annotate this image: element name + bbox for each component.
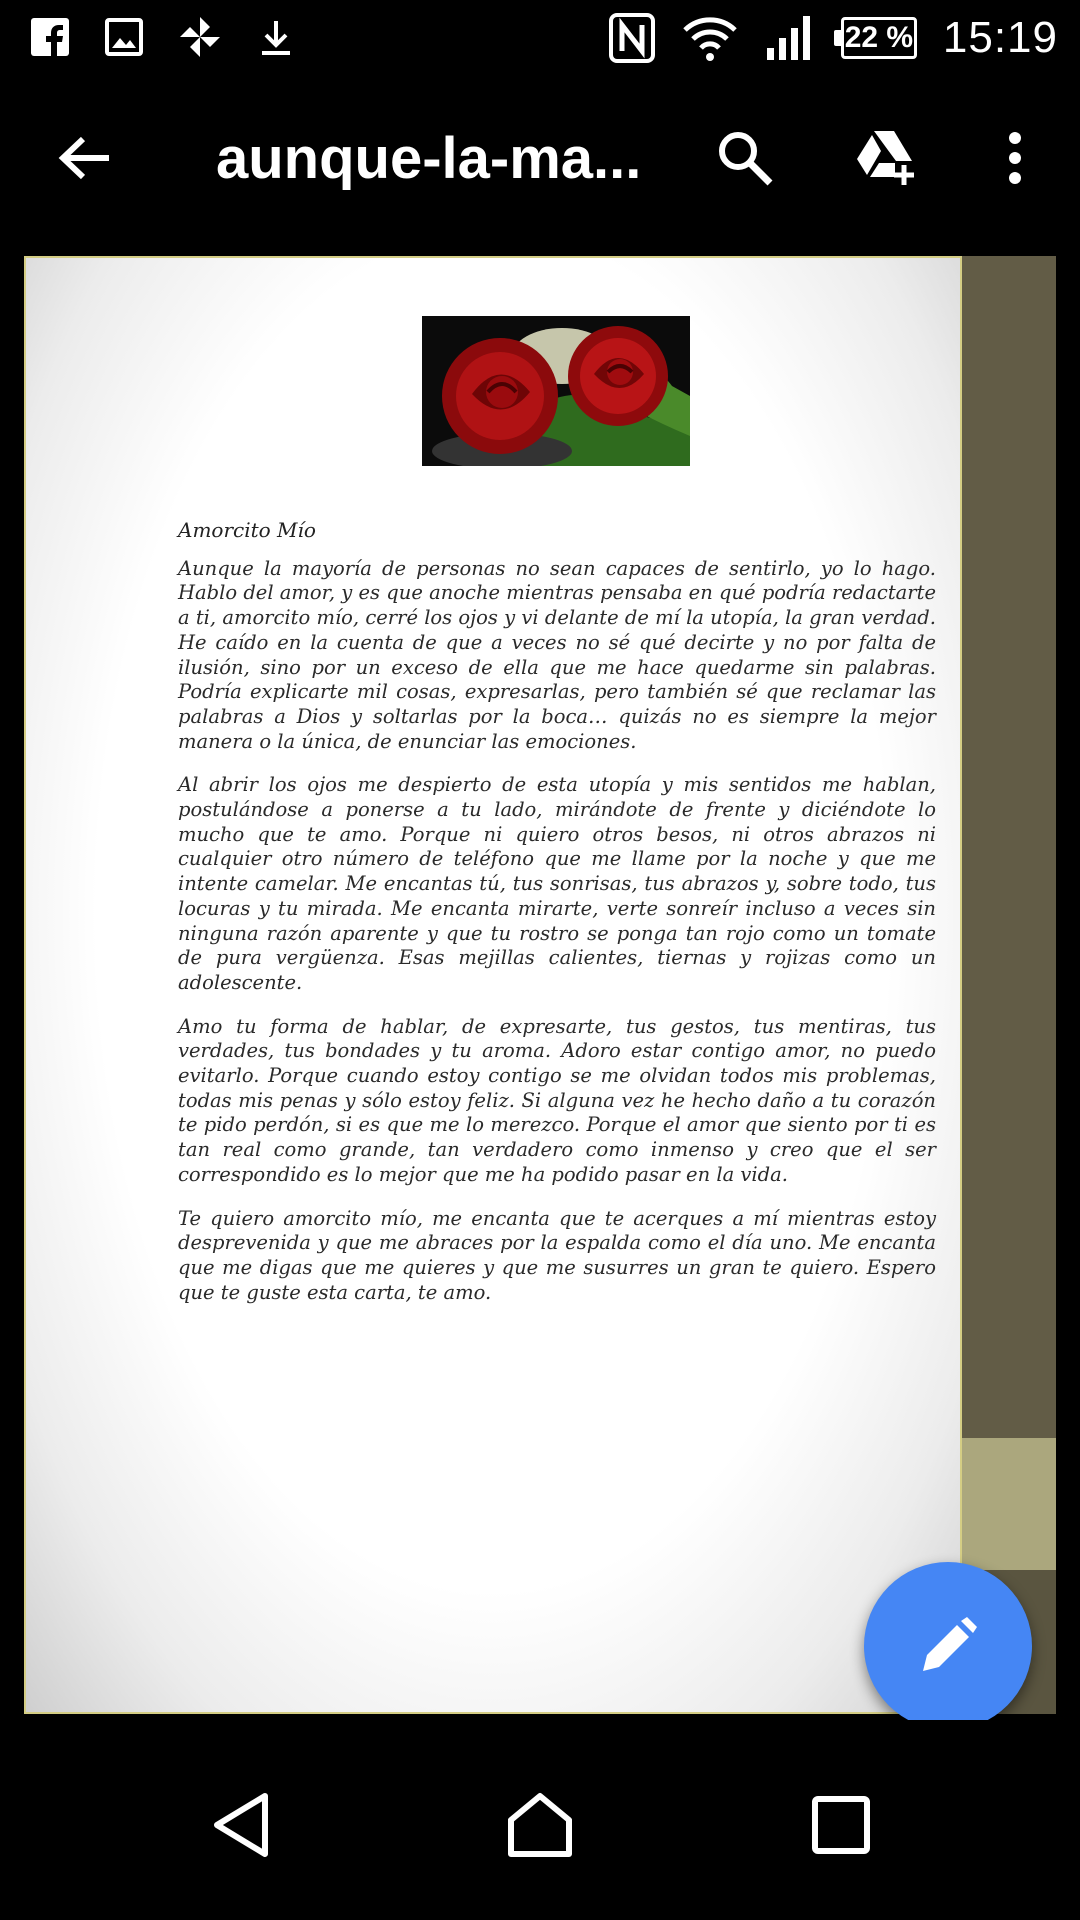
pinwheel-icon — [178, 15, 222, 59]
nav-back-icon — [209, 1790, 273, 1860]
status-left-icons — [30, 12, 296, 62]
app-bar — [0, 75, 1080, 240]
letter-paragraph-2: Al abrir los ojos me despierto de esta utopía y mis sentidos me hablan, postulándose a ponerse a tu lado, mirándote de frente y diciéndote lo mucho que te amo. Porque ni quiero otros besos, ni otros abrazos ni cualquier otro número de teléfono que me llame por la noche y que me intente camelar. Me encantas tú, tus sonrisas, tus abrazos y, sobre todo, tus locuras y tu mirada. Me encanta mirarte, verte sonreír incluso a veces sin ninguna razón aparente y que tu rostro se ponga tan rojo como un tomate de pura vergüenza. Esas mejillas calientes, tiernas y rojizas como un adolescente. — [178, 773, 936, 994]
download-icon — [256, 17, 296, 57]
red-roses-image — [422, 316, 690, 466]
edit-pencil-icon — [917, 1615, 979, 1677]
document-viewer[interactable] — [0, 240, 1080, 1720]
edit-fab-button[interactable] — [864, 1562, 1032, 1730]
signal-icon — [765, 14, 815, 62]
letter-text — [178, 518, 936, 1324]
back-button[interactable] — [40, 113, 130, 203]
wifi-icon — [681, 14, 739, 62]
next-page-preview[interactable] — [962, 256, 1056, 1714]
letter-heading: Amorcito Mío — [178, 518, 316, 542]
more-options-button[interactable] — [980, 113, 1050, 203]
clock: 15:19 — [942, 13, 1058, 62]
nav-recents-icon — [811, 1795, 871, 1855]
status-right-icons — [609, 8, 1058, 68]
nav-home-button[interactable] — [485, 1770, 595, 1880]
letter-paragraph-4: Te quiero amorcito mío, me encanta que te acerques a mí mientras estoy desprevenida y que me abraces por la espalda como el día uno. Me encanta que me digas que me quieres y que me susurres un gran te quiero. Espero que te guste esta carta, te amo. — [178, 1206, 936, 1304]
document-page[interactable] — [24, 256, 962, 1714]
nav-recents-button[interactable] — [786, 1770, 896, 1880]
battery-indicator — [841, 17, 917, 59]
document-title: aunque-la-ma... — [216, 126, 642, 191]
search-button[interactable] — [700, 113, 790, 203]
search-icon — [716, 129, 774, 187]
status-bar — [0, 0, 1080, 75]
letter-paragraph-1: Aunque la mayoría de personas no sean capaces de sentirlo, yo lo hago. Hablo del amor, y es que anoche mientras pensaba en qué podría redactarte a ti, amorcito mío, cerré los ojos y vi delante de mí la utopía, la gran verdad. He caído en la cuenta de que a veces no sé qué decirte y no por falta de ilusión, sino por un exceso de ella que me hace quedarme sin palabras. Podría explicarte mil cosas, expresarlas, pero también sé que reclamar las palabras a Dios y soltarlas por la boca… quizás no es siempre la mejor manera o la única, de enunciar las emociones. — [178, 556, 936, 753]
nav-back-button[interactable] — [186, 1770, 296, 1880]
next-page-band — [962, 1438, 1056, 1570]
facebook-icon — [30, 17, 70, 57]
nfc-icon — [609, 13, 655, 63]
gallery-icon — [104, 17, 144, 57]
more-vert-icon — [1007, 131, 1023, 185]
drive-add-icon — [852, 129, 918, 187]
back-arrow-icon — [57, 133, 113, 183]
nav-home-icon — [505, 1790, 575, 1860]
add-to-drive-button[interactable] — [840, 113, 930, 203]
navigation-bar — [0, 1720, 1080, 1920]
battery-level: 22 % — [844, 21, 914, 54]
letter-paragraph-3: Amo tu forma de hablar, de expresarte, tus gestos, tus mentiras, tus verdades, tus bondades y tu aroma. Adoro estar contigo amor, no puedo evitarlo. Porque cuando estoy contigo se me olvidan todos mis problemas, todas mis penas y sólo estoy feliz. Si alguna vez he hecho daño a tu corazón te pido perdón, si es que me lo merezco. Porque el amor que siento por ti es tan real como grande, tan verdadero como inmenso y creo que el ser correspondido es lo mejor que me ha podido pasar en la vida. — [178, 1014, 936, 1186]
